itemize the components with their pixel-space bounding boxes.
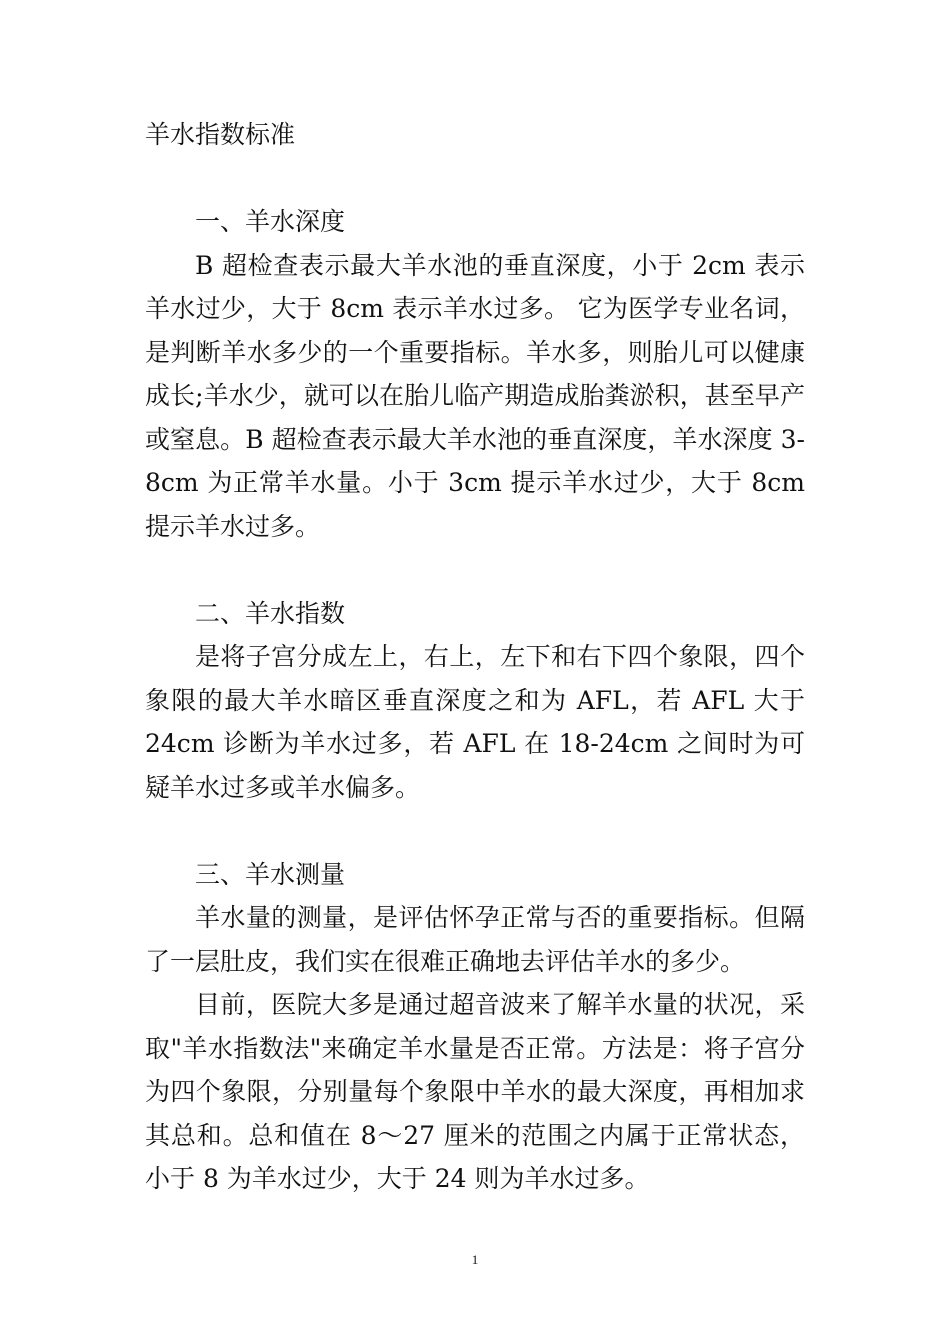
section-heading: 二、羊水指数 (195, 598, 346, 628)
section-amniotic-index (145, 592, 805, 810)
document-body (145, 113, 805, 1201)
page-number: 1 (471, 1252, 479, 1267)
section-amniotic-depth (145, 200, 805, 548)
section-heading: 一、羊水深度 (195, 207, 346, 236)
body-paragraph: 目前，医院大多是通过超音波来了解羊水量的状况，采取"羊水指数法"来确定羊水量是否正常。方法是：将子宫分为四个象限，分别量每个象限中羊水的最大深度，再相加求其总和。总和值在 8～27 厘米的范围之内属于正常状态，小于 8 为羊水过少，大于 24 则为羊水过多。 (145, 990, 805, 1193)
section-heading: 三、羊水测量 (195, 859, 346, 889)
section-amniotic-measurement (145, 853, 805, 1201)
document-title: 羊水指数标准 (145, 120, 296, 149)
body-paragraph: 羊水量的测量，是评估怀孕正常与否的重要指标。但隔了一层肚皮，我们实在很难正确地去评估羊水的多少。 (145, 903, 805, 976)
body-paragraph: B 超检查表示最大羊水池的垂直深度，小于 2cm 表示羊水过少，大于 8cm 表示羊水过多。 它为医学专业名词，是判断羊水多少的一个重要指标。羊水多，则胎儿可以健康成长;羊水少，就可以在胎儿临产期造成胎粪淤积，甚至早产或窒息。B 超检查表示最大羊水池的垂直深度，羊水深度 3-8cm 为正常羊水量。小于 3cm 提示羊水过少，大于 8cm 提示羊水过多。 (145, 250, 805, 541)
body-paragraph: 是将子宫分成左上，右上，左下和右下四个象限，四个象限的最大羊水暗区垂直深度之和为 AFL，若 AFL 大于 24cm 诊断为羊水过多，若 AFL 在 18-24cm 之间时为可疑羊水过多或羊水偏多。 (145, 642, 805, 802)
